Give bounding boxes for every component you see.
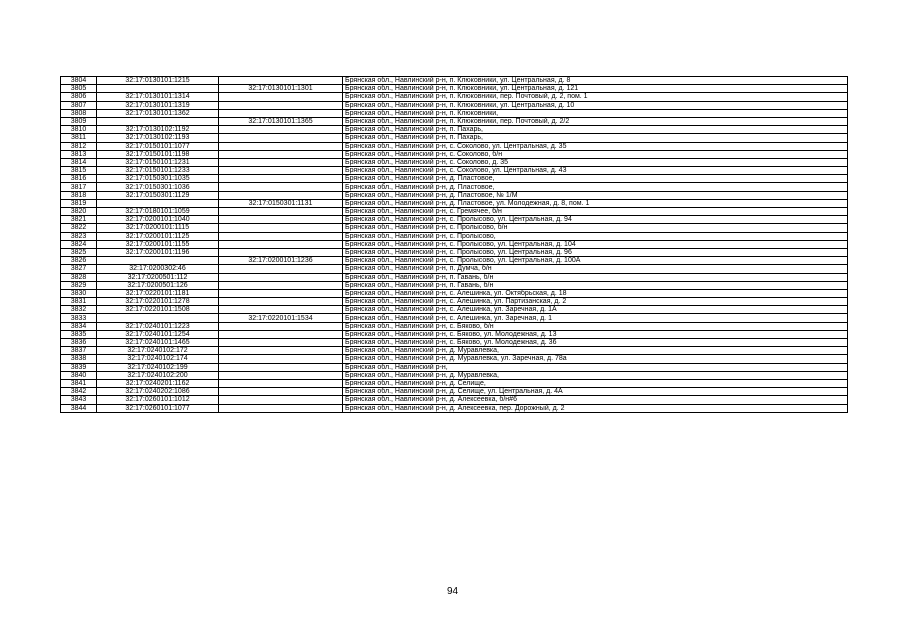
cadastral-number-alt-cell [219, 379, 343, 387]
cadastral-number-cell: 32:17:0240102:172 [97, 347, 219, 355]
cadastral-number-cell: 32:17:0150301:1036 [97, 183, 219, 191]
cadastral-number-alt-cell [219, 273, 343, 281]
cadastral-number-alt-cell [219, 248, 343, 256]
table-row [61, 339, 848, 347]
address-cell: Брянская обл., Навлинский р-н, д. Алексеевка, пер. Дорожный, д. 2 [343, 404, 848, 412]
cadastral-number-cell: 32:17:0150301:1035 [97, 175, 219, 183]
table-row [61, 85, 848, 93]
cadastral-number-alt-cell [219, 126, 343, 134]
address-cell: Брянская обл., Навлинский р-н, с. Алешинка, ул. Заречная, д. 1А [343, 306, 848, 314]
address-cell: Брянская обл., Навлинский р-н, д. Пластовое, ул. Молодежная, д. 8, пом. 1 [343, 199, 848, 207]
address-cell: Брянская обл., Навлинский р-н, с. Бяково, ул. Молодежная, д. 13 [343, 330, 848, 338]
cadastral-number-alt-cell [219, 142, 343, 150]
cadastral-number-cell: 32:17:0260101:1077 [97, 404, 219, 412]
table-row [61, 289, 848, 297]
cadastral-number-alt-cell [219, 404, 343, 412]
row-number-cell: 3820 [61, 208, 97, 216]
cadastral-number-alt-cell [219, 265, 343, 273]
cadastral-number-cell: 32:17:0130101:1215 [97, 77, 219, 85]
address-cell: Брянская обл., Навлинский р-н, с. Соколово, ул. Центральная, д. 43 [343, 167, 848, 175]
address-cell: Брянская обл., Навлинский р-н, с. Пролысово, ул. Центральная, д. 100А [343, 257, 848, 265]
row-number-cell: 3814 [61, 158, 97, 166]
address-cell: Брянская обл., Навлинский р-н, [343, 363, 848, 371]
row-number-cell: 3804 [61, 77, 97, 85]
address-cell: Брянская обл., Навлинский р-н, д. Пластовое, № 1/М [343, 191, 848, 199]
row-number-cell: 3844 [61, 404, 97, 412]
row-number-cell: 3815 [61, 167, 97, 175]
table-row [61, 93, 848, 101]
address-cell: Брянская обл., Навлинский р-н, п. Клюковники, пер. Почтовый, д. 2, пом. 1 [343, 93, 848, 101]
row-number-cell: 3818 [61, 191, 97, 199]
table-row [61, 199, 848, 207]
cadastral-number-cell: 32:17:0240202:1086 [97, 388, 219, 396]
cadastral-number-alt-cell: 32:17:0130101:1301 [219, 85, 343, 93]
cadastral-number-cell: 32:17:0130102:1192 [97, 126, 219, 134]
cadastral-number-alt-cell: 32:17:0200101:1236 [219, 257, 343, 265]
address-cell: Брянская обл., Навлинский р-н, д. Пластовое, [343, 183, 848, 191]
row-number-cell: 3823 [61, 232, 97, 240]
row-number-cell: 3807 [61, 101, 97, 109]
cadastral-number-alt-cell [219, 240, 343, 248]
cadastral-number-cell: 32:17:0200101:1196 [97, 248, 219, 256]
table-row [61, 117, 848, 125]
cadastral-number-alt-cell [219, 281, 343, 289]
table-row [61, 134, 848, 142]
row-number-cell: 3825 [61, 248, 97, 256]
cadastral-number-alt-cell [219, 93, 343, 101]
cadastral-number-cell: 32:17:0220101:1508 [97, 306, 219, 314]
row-number-cell: 3836 [61, 339, 97, 347]
table-row [61, 248, 848, 256]
row-number-cell: 3824 [61, 240, 97, 248]
table-row [61, 404, 848, 412]
cadastral-number-cell [97, 257, 219, 265]
cadastral-number-alt-cell: 32:17:0150301:1131 [219, 199, 343, 207]
row-number-cell: 3833 [61, 314, 97, 322]
row-number-cell: 3822 [61, 224, 97, 232]
address-cell: Брянская обл., Навлинский р-н, с. Бяково, ул. Молодежная, д. 36 [343, 339, 848, 347]
cadastral-number-cell: 32:17:0200101:1115 [97, 224, 219, 232]
cadastral-number-cell: 32:17:0150301:1129 [97, 191, 219, 199]
address-cell: Брянская обл., Навлинский р-н, д. Пластовое, [343, 175, 848, 183]
row-number-cell: 3841 [61, 379, 97, 387]
address-cell: Брянская обл., Навлинский р-н, д. Муравлевка, [343, 347, 848, 355]
row-number-cell: 3808 [61, 109, 97, 117]
address-cell: Брянская обл., Навлинский р-н, с. Бяково, б/н [343, 322, 848, 330]
table-row [61, 281, 848, 289]
row-number-cell: 3819 [61, 199, 97, 207]
table-row [61, 150, 848, 158]
cadastral-number-cell: 32:17:0240102:200 [97, 371, 219, 379]
table-row [61, 363, 848, 371]
table-row [61, 273, 848, 281]
table-row [61, 191, 848, 199]
address-cell: Брянская обл., Навлинский р-н, д. Муравлевка, ул. Заречная, д. 78а [343, 355, 848, 363]
row-number-cell: 3812 [61, 142, 97, 150]
cadastral-number-alt-cell [219, 363, 343, 371]
address-cell: Брянская обл., Навлинский р-н, п. Пахарь, [343, 134, 848, 142]
address-cell: Брянская обл., Навлинский р-н, п. Клюковники, [343, 109, 848, 117]
table-row [61, 371, 848, 379]
table-row [61, 379, 848, 387]
table-row [61, 109, 848, 117]
cadastral-number-cell: 32:17:0200501:126 [97, 281, 219, 289]
table-row [61, 240, 848, 248]
row-number-cell: 3806 [61, 93, 97, 101]
address-cell: Брянская обл., Навлинский р-н, п. Клюковники, пер. Почтовый, д. 2/2 [343, 117, 848, 125]
address-cell: Брянская обл., Навлинский р-н, с. Алешинка, ул. Заречная, д. 1 [343, 314, 848, 322]
cadastral-number-cell: 32:17:0200501:112 [97, 273, 219, 281]
cadastral-number-cell: 32:17:0200302:46 [97, 265, 219, 273]
table-row [61, 306, 848, 314]
address-cell: Брянская обл., Навлинский р-н, п. Гавань, б/н [343, 273, 848, 281]
cadastral-number-cell: 32:17:0240101:1223 [97, 322, 219, 330]
row-number-cell: 3838 [61, 355, 97, 363]
address-cell: Брянская обл., Навлинский р-н, п. Клюковники, ул. Центральная, д. 8 [343, 77, 848, 85]
row-number-cell: 3835 [61, 330, 97, 338]
cadastral-number-alt-cell [219, 167, 343, 175]
address-cell: Брянская обл., Навлинский р-н, д. Муравлевка, [343, 371, 848, 379]
cadastral-number-alt-cell [219, 371, 343, 379]
address-cell: Брянская обл., Навлинский р-н, с. Пролысово, ул. Центральная, д. 96 [343, 248, 848, 256]
address-cell: Брянская обл., Навлинский р-н, п. Думча, б/н [343, 265, 848, 273]
cadastral-number-cell: 32:17:0220101:1278 [97, 298, 219, 306]
cadastral-number-alt-cell [219, 109, 343, 117]
cadastral-number-cell: 32:17:0150101:1233 [97, 167, 219, 175]
cadastral-number-alt-cell [219, 158, 343, 166]
address-cell: Брянская обл., Навлинский р-н, с. Алешинка, ул. Октябрьская, д. 18 [343, 289, 848, 297]
address-cell: Брянская обл., Навлинский р-н, д. Селище, [343, 379, 848, 387]
address-cell: Брянская обл., Навлинский р-н, с. Гремячее, б/н [343, 208, 848, 216]
address-cell: Брянская обл., Навлинский р-н, с. Алешинка, ул. Партизанская, д. 2 [343, 298, 848, 306]
table-row [61, 322, 848, 330]
cadastral-number-cell: 32:17:0150101:1231 [97, 158, 219, 166]
address-cell: Брянская обл., Навлинский р-н, д. Селище, ул. Центральная, д. 4А [343, 388, 848, 396]
cadastral-number-alt-cell [219, 208, 343, 216]
address-cell: Брянская обл., Навлинский р-н, п. Пахарь, [343, 126, 848, 134]
cadastral-number-alt-cell [219, 150, 343, 158]
property-table [60, 76, 848, 413]
cadastral-number-cell: 32:17:0200101:1040 [97, 216, 219, 224]
cadastral-number-alt-cell [219, 298, 343, 306]
cadastral-number-cell: 32:17:0240101:1254 [97, 330, 219, 338]
address-cell: Брянская обл., Навлинский р-н, с. Пролысово, ул. Центральная, д. 94 [343, 216, 848, 224]
cadastral-number-cell: 32:17:0220101:1181 [97, 289, 219, 297]
address-cell: Брянская обл., Навлинский р-н, с. Пролысово, [343, 232, 848, 240]
row-number-cell: 3834 [61, 322, 97, 330]
cadastral-number-alt-cell [219, 101, 343, 109]
page-number: 94 [446, 586, 459, 597]
table-body [61, 77, 848, 413]
row-number-cell: 3809 [61, 117, 97, 125]
cadastral-number-cell [97, 199, 219, 207]
cadastral-number-cell [97, 117, 219, 125]
row-number-cell: 3840 [61, 371, 97, 379]
row-number-cell: 3829 [61, 281, 97, 289]
cadastral-number-alt-cell [219, 175, 343, 183]
cadastral-number-alt-cell [219, 355, 343, 363]
address-cell: Брянская обл., Навлинский р-н, п. Клюковники, ул. Центральная, д. 10 [343, 101, 848, 109]
cadastral-number-cell: 32:17:0200101:1155 [97, 240, 219, 248]
row-number-cell: 3810 [61, 126, 97, 134]
table-row [61, 183, 848, 191]
cadastral-number-alt-cell [219, 183, 343, 191]
table-row [61, 142, 848, 150]
cadastral-number-cell: 32:17:0130101:1314 [97, 93, 219, 101]
cadastral-number-cell: 32:17:0240102:199 [97, 363, 219, 371]
cadastral-number-cell: 32:17:0130101:1319 [97, 101, 219, 109]
address-cell: Брянская обл., Навлинский р-н, с. Соколово, д. 35 [343, 158, 848, 166]
cadastral-number-alt-cell [219, 347, 343, 355]
cadastral-number-alt-cell [219, 396, 343, 404]
table-row [61, 126, 848, 134]
row-number-cell: 3817 [61, 183, 97, 191]
row-number-cell: 3805 [61, 85, 97, 93]
address-cell: Брянская обл., Навлинский р-н, с. Соколово, ул. Центральная, д. 35 [343, 142, 848, 150]
cadastral-number-alt-cell [219, 339, 343, 347]
table-row [61, 257, 848, 265]
row-number-cell: 3837 [61, 347, 97, 355]
cadastral-number-alt-cell [219, 77, 343, 85]
table-row [61, 224, 848, 232]
table-row [61, 355, 848, 363]
cadastral-number-cell: 32:17:0180101:1059 [97, 208, 219, 216]
row-number-cell: 3827 [61, 265, 97, 273]
cadastral-number-cell: 32:17:0240201:1162 [97, 379, 219, 387]
table-row [61, 265, 848, 273]
table-row [61, 175, 848, 183]
row-number-cell: 3839 [61, 363, 97, 371]
table-row [61, 298, 848, 306]
table-row [61, 158, 848, 166]
row-number-cell: 3813 [61, 150, 97, 158]
address-cell: Брянская обл., Навлинский р-н, с. Пролысово, ул. Центральная, д. 104 [343, 240, 848, 248]
table-row [61, 216, 848, 224]
row-number-cell: 3843 [61, 396, 97, 404]
cadastral-number-alt-cell [219, 224, 343, 232]
table-row [61, 347, 848, 355]
cadastral-number-alt-cell [219, 306, 343, 314]
address-cell: Брянская обл., Навлинский р-н, п. Гавань, б/н [343, 281, 848, 289]
row-number-cell: 3828 [61, 273, 97, 281]
cadastral-number-alt-cell [219, 191, 343, 199]
cadastral-number-alt-cell [219, 134, 343, 142]
table-row [61, 232, 848, 240]
table-row [61, 208, 848, 216]
cadastral-number-alt-cell [219, 232, 343, 240]
row-number-cell: 3830 [61, 289, 97, 297]
address-cell: Брянская обл., Навлинский р-н, с. Пролысово, б/н [343, 224, 848, 232]
cadastral-number-cell: 32:17:0200101:1125 [97, 232, 219, 240]
row-number-cell: 3826 [61, 257, 97, 265]
cadastral-number-cell: 32:17:0240101:1465 [97, 339, 219, 347]
cadastral-number-alt-cell [219, 289, 343, 297]
cadastral-number-cell: 32:17:0130102:1193 [97, 134, 219, 142]
row-number-cell: 3811 [61, 134, 97, 142]
row-number-cell: 3816 [61, 175, 97, 183]
table-row [61, 167, 848, 175]
cadastral-number-cell: 32:17:0150101:1077 [97, 142, 219, 150]
cadastral-number-cell: 32:17:0130101:1362 [97, 109, 219, 117]
address-cell: Брянская обл., Навлинский р-н, п. Клюковники, ул. Центральная, д. 121 [343, 85, 848, 93]
table-row [61, 101, 848, 109]
cadastral-number-alt-cell [219, 216, 343, 224]
cadastral-number-cell [97, 85, 219, 93]
table-row [61, 330, 848, 338]
row-number-cell: 3821 [61, 216, 97, 224]
cadastral-number-alt-cell: 32:17:0220101:1534 [219, 314, 343, 322]
cadastral-number-alt-cell [219, 330, 343, 338]
row-number-cell: 3832 [61, 306, 97, 314]
cadastral-number-alt-cell [219, 388, 343, 396]
address-cell: Брянская обл., Навлинский р-н, д. Алексеевка, б/н#6 [343, 396, 848, 404]
address-cell: Брянская обл., Навлинский р-н, с. Соколово, б/н [343, 150, 848, 158]
cadastral-number-cell [97, 314, 219, 322]
row-number-cell: 3831 [61, 298, 97, 306]
cadastral-number-cell: 32:17:0260101:1012 [97, 396, 219, 404]
table-row [61, 77, 848, 85]
table-row [61, 388, 848, 396]
cadastral-number-cell: 32:17:0240102:174 [97, 355, 219, 363]
cadastral-number-cell: 32:17:0150101:1198 [97, 150, 219, 158]
cadastral-number-alt-cell [219, 322, 343, 330]
table-row [61, 314, 848, 322]
row-number-cell: 3842 [61, 388, 97, 396]
table-row [61, 396, 848, 404]
cadastral-number-alt-cell: 32:17:0130101:1365 [219, 117, 343, 125]
